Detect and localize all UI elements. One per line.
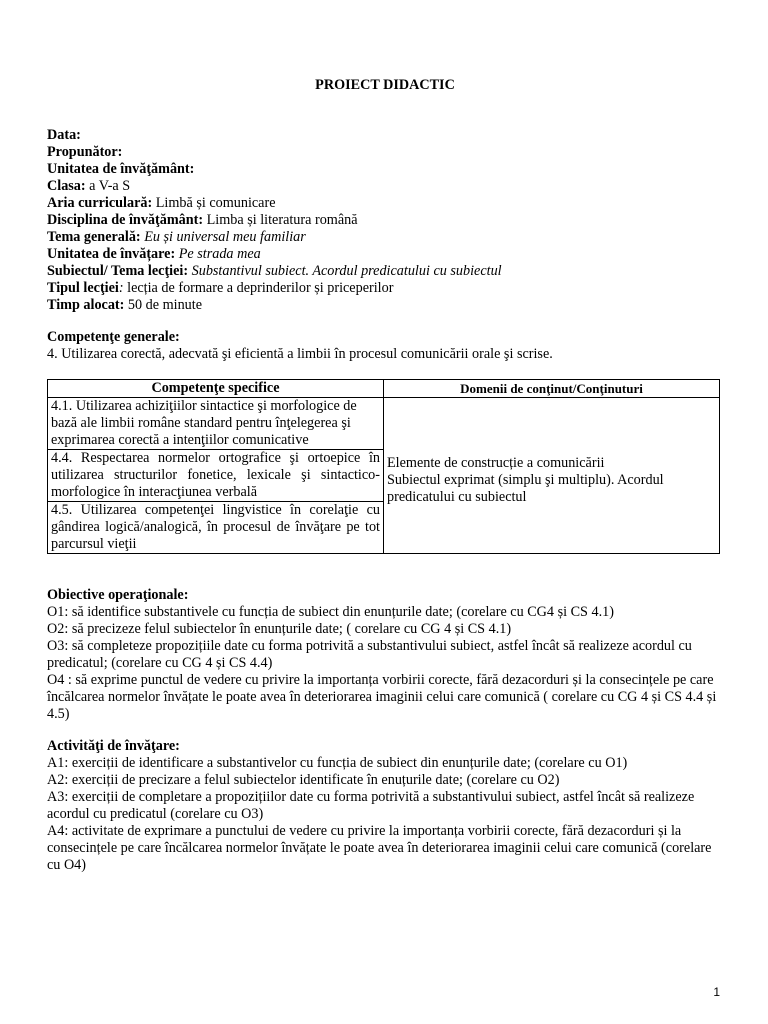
meta-tipul-label: Tipul lecţiei — [47, 280, 119, 296]
continut-line-1: Elemente de construcție a comunicării — [387, 455, 605, 471]
meta-clasa-value: a V-a S — [85, 178, 131, 194]
meta-subiect-row — [47, 263, 723, 280]
competente-specifice-table — [47, 379, 720, 554]
meta-tipul-colon: : — [118, 280, 124, 296]
table-header-row — [48, 380, 720, 398]
list-item: A2: exerciții de precizare a felul subiectelor identificate în enuțurile date; (corelare cu O2) — [47, 772, 560, 788]
meta-timp-row — [47, 297, 723, 314]
activitati-heading: Activităţi de învăţare: — [47, 738, 180, 754]
meta-subiect-label: Subiectul/ Tema lecţiei: — [47, 263, 189, 279]
meta-timp-value: 50 de minute — [124, 297, 202, 313]
meta-data-label: Data: — [47, 127, 81, 143]
meta-unitate-invatare-value: Pe strada mea — [175, 246, 261, 262]
meta-unitate-invatare-row — [47, 246, 723, 263]
meta-aria-label: Aria curriculară: — [47, 195, 153, 211]
list-item: O2: să precizeze felul subiectelor în enunțurile date; ( corelare cu CG 4 și CS 4.1) — [47, 621, 512, 637]
meta-disciplina-value: Limba și literatura română — [203, 212, 358, 228]
document-title: PROIECT DIDACTIC — [315, 77, 455, 93]
meta-disciplina-row — [47, 212, 723, 229]
table-header-competente: Competenţe specifice — [48, 380, 384, 398]
list-item: O4 : să exprime punctul de vedere cu privire la importanța vorbirii corecte, fără dezacorduri și la consecințele pe care încălcarea normelor învățate le poate avea în deteriorarea imaginii celui care comunică ( corelare cu CG 4 și CS 4.4 și 4.5) — [47, 672, 717, 722]
continut-line-2: Subiectul exprimat (simplu şi multiplu). Acordul predicatului cu subiectul — [387, 472, 664, 505]
meta-clasa-label: Clasa: — [47, 178, 86, 194]
competenta-specifica-4-4: 4.4. Respectarea normelor ortografice şi ortoepice în utilizarea structurilor fonetice, lexicale şi sintactico-morfologice în interacţiunea verbală — [48, 450, 384, 502]
obiective-heading: Obiective operaţionale: — [47, 587, 189, 603]
meta-unitatea-label: Unitatea de învăţământ: — [47, 161, 195, 177]
meta-unitate-invatare-label: Unitatea de învățare: — [47, 246, 176, 262]
continuturi-cell — [384, 398, 720, 554]
table-header-domenii: Domenii de conţinut/Conţinuturi — [384, 380, 720, 398]
list-item: O3: să completeze propozițiile date cu forma potrivită a substantivului subiect, astfel încât să realizeze acordul cu predicatul; (corelare cu CG 4 și CS 4.4) — [47, 638, 692, 671]
lesson-metadata — [47, 127, 723, 314]
activitati-section — [47, 738, 723, 874]
meta-timp-label: Timp alocat: — [47, 297, 125, 313]
list-item: O1: să identifice substantivele cu funcția de subiect din enunțurile date; (corelare cu CG4 și CS 4.1) — [47, 604, 614, 620]
meta-tipul-row — [47, 280, 723, 297]
meta-tema-row — [47, 229, 723, 246]
table-row — [48, 398, 720, 450]
meta-data-row — [47, 127, 723, 144]
meta-aria-row — [47, 195, 723, 212]
list-item: A4: activitate de exprimare a punctului de vedere cu privire la importanța vorbirii corecte, fără dezacorduri și la consecințele pe care încălcarea normelor învățate le poate avea în deteriorarea imaginii celui care comunică (corelare cu O4) — [47, 823, 712, 873]
competenta-specifica-4-1: 4.1. Utilizarea achiziţiilor sintactice şi morfologice de bază ale limbii române standard pentru înţelegerea şi exprimarea corectă a intenţiilor comunicative — [48, 398, 384, 450]
competente-generale-heading: Competenţe generale: — [47, 329, 180, 345]
meta-disciplina-label: Disciplina de învăţământ: — [47, 212, 204, 228]
competente-generale-section — [47, 329, 723, 363]
obiective-section — [47, 587, 723, 723]
list-item: A1: exerciții de identificare a substantivelor cu funcția de subiect din enunțurile date; (corelare cu O1) — [47, 755, 628, 771]
meta-tema-label: Tema generală: — [47, 229, 141, 245]
page-number: 1 — [713, 985, 720, 999]
list-item: A3: exerciții de completare a propozițiilor date cu forma potrivită a substantivului subiect, astfel încât să realizeze acordul cu predicatul (corelare cu O3) — [47, 789, 695, 822]
competente-generale-text: 4. Utilizarea corectă, adecvată şi eficientă a limbii în procesul comunicării orale şi scrise. — [47, 346, 553, 362]
meta-clasa-row — [47, 178, 723, 195]
meta-tipul-value: lecția de formare a deprinderilor și priceperilor — [123, 280, 394, 296]
meta-propunator-label: Propunător: — [47, 144, 123, 160]
meta-tema-value: Eu și universal meu familiar — [140, 229, 306, 245]
meta-aria-value: Limbă și comunicare — [152, 195, 276, 211]
competenta-specifica-4-5: 4.5. Utilizarea competenţei lingvistice în corelaţie cu gândirea logică/analogică, în procesul de învăţare pe tot parcursul vieţii — [48, 502, 384, 554]
meta-subiect-value: Substantivul subiect. Acordul predicatului cu subiectul — [188, 263, 502, 279]
meta-unitatea-row — [47, 161, 723, 178]
meta-propunator-row — [47, 144, 723, 161]
